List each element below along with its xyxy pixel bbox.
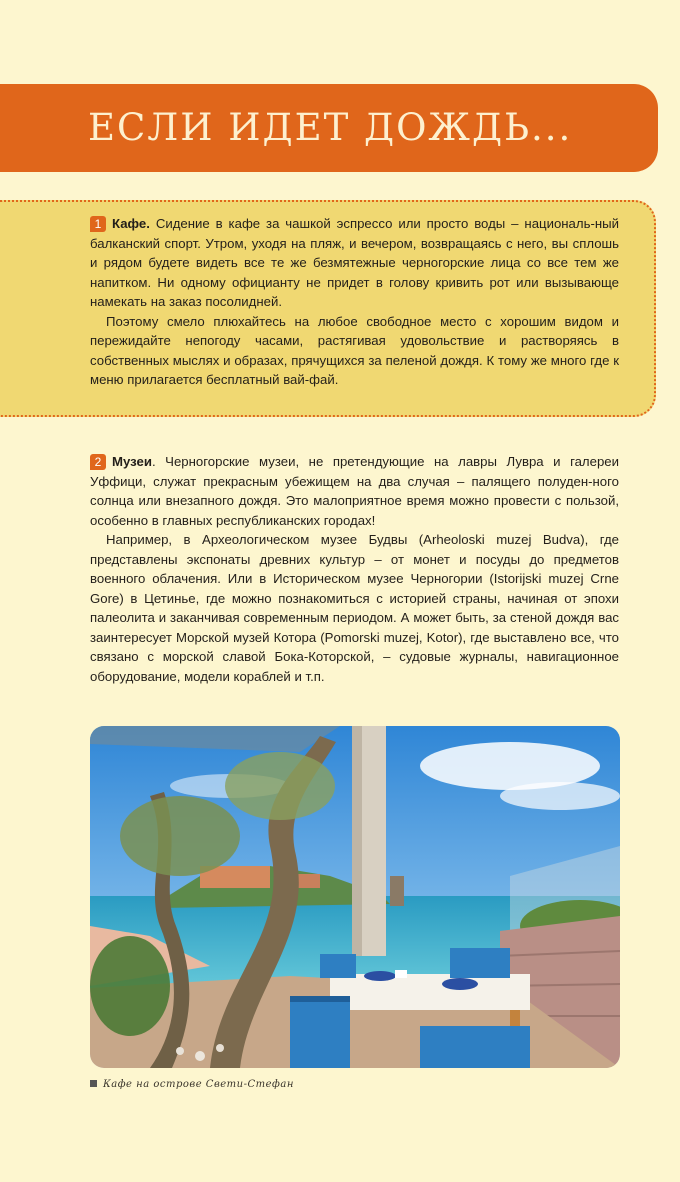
- museums-paragraph-1: [90, 452, 619, 530]
- cafe-section: [90, 214, 619, 390]
- cafe-title: Кафе.: [112, 216, 150, 231]
- museums-text-1: . Черногорские музеи, не претендующие на лавры Лувра и галереи Уффици, служат прекрасным убежищем на два случая – палящего полуден-ного солнца или внезапного дождя. Это малоприятное время можно провести с пользой, особенно в главных республиканских городах!: [90, 454, 619, 528]
- photo-caption-text: Кафе на острове Свети-Стефан: [103, 1079, 294, 1090]
- museums-title: Музеи: [112, 454, 152, 469]
- cafe-photo: [90, 726, 620, 1068]
- museums-paragraph-2: Например, в Археологическом музее Будвы (Arheoloski muzej Budva), где представлены экспонаты древних культур – от монет и посуды до предметов военного облачения. Или в Историческом музее Черногории (Istorijski muzej Crne Gore) в Цетинье, где можно познакомиться с историей страны, начиная от эпохи палеолита и заканчивая современным периодом. А может быть, за стеной дождя вас заинтересует Морской музей Котора (Pomorski muzej, Kotor), где выставлено все, что связано с морской славой Бока-Которской, – судовые журналы, навигационное оборудование, модели кораблей и т.п.: [90, 532, 619, 684]
- section-heading-banner: [0, 84, 658, 172]
- museums-section: [90, 452, 619, 686]
- photo-caption: [90, 1079, 294, 1090]
- number-badge: 1: [90, 216, 106, 232]
- number-badge: 2: [90, 454, 106, 470]
- cafe-paragraph-2: Поэтому смело плюхайтесь на любое свободное место с хорошим видом и пережидайте непогоду часами, растягивая удовольствие и растворяясь в собственных мыслях и образах, прячущихся за пеленой дождя. К тому же много где к меню прилагается бесплатный вай-фай.: [90, 313, 619, 387]
- cafe-paragraph-1: [90, 214, 619, 312]
- cafe-highlight-box: [0, 200, 656, 417]
- cafe-text-1: Сидение в кафе за чашкой эспрессо или просто воды – националь-ный балканский спорт. Утром, уходя на пляж, и вечером, возвращаясь с него, вы сплошь и рядом будете видеть все те же безмятежные черногорские лица со все тем же напитком. Ни одному официанту не придет в голову кривить рот или вызывающе намекать на заказ посолидней.: [90, 216, 619, 309]
- section-heading: ЕСЛИ ИДЕТ ДОЖДЬ...: [88, 106, 573, 149]
- caption-bullet: [90, 1080, 97, 1087]
